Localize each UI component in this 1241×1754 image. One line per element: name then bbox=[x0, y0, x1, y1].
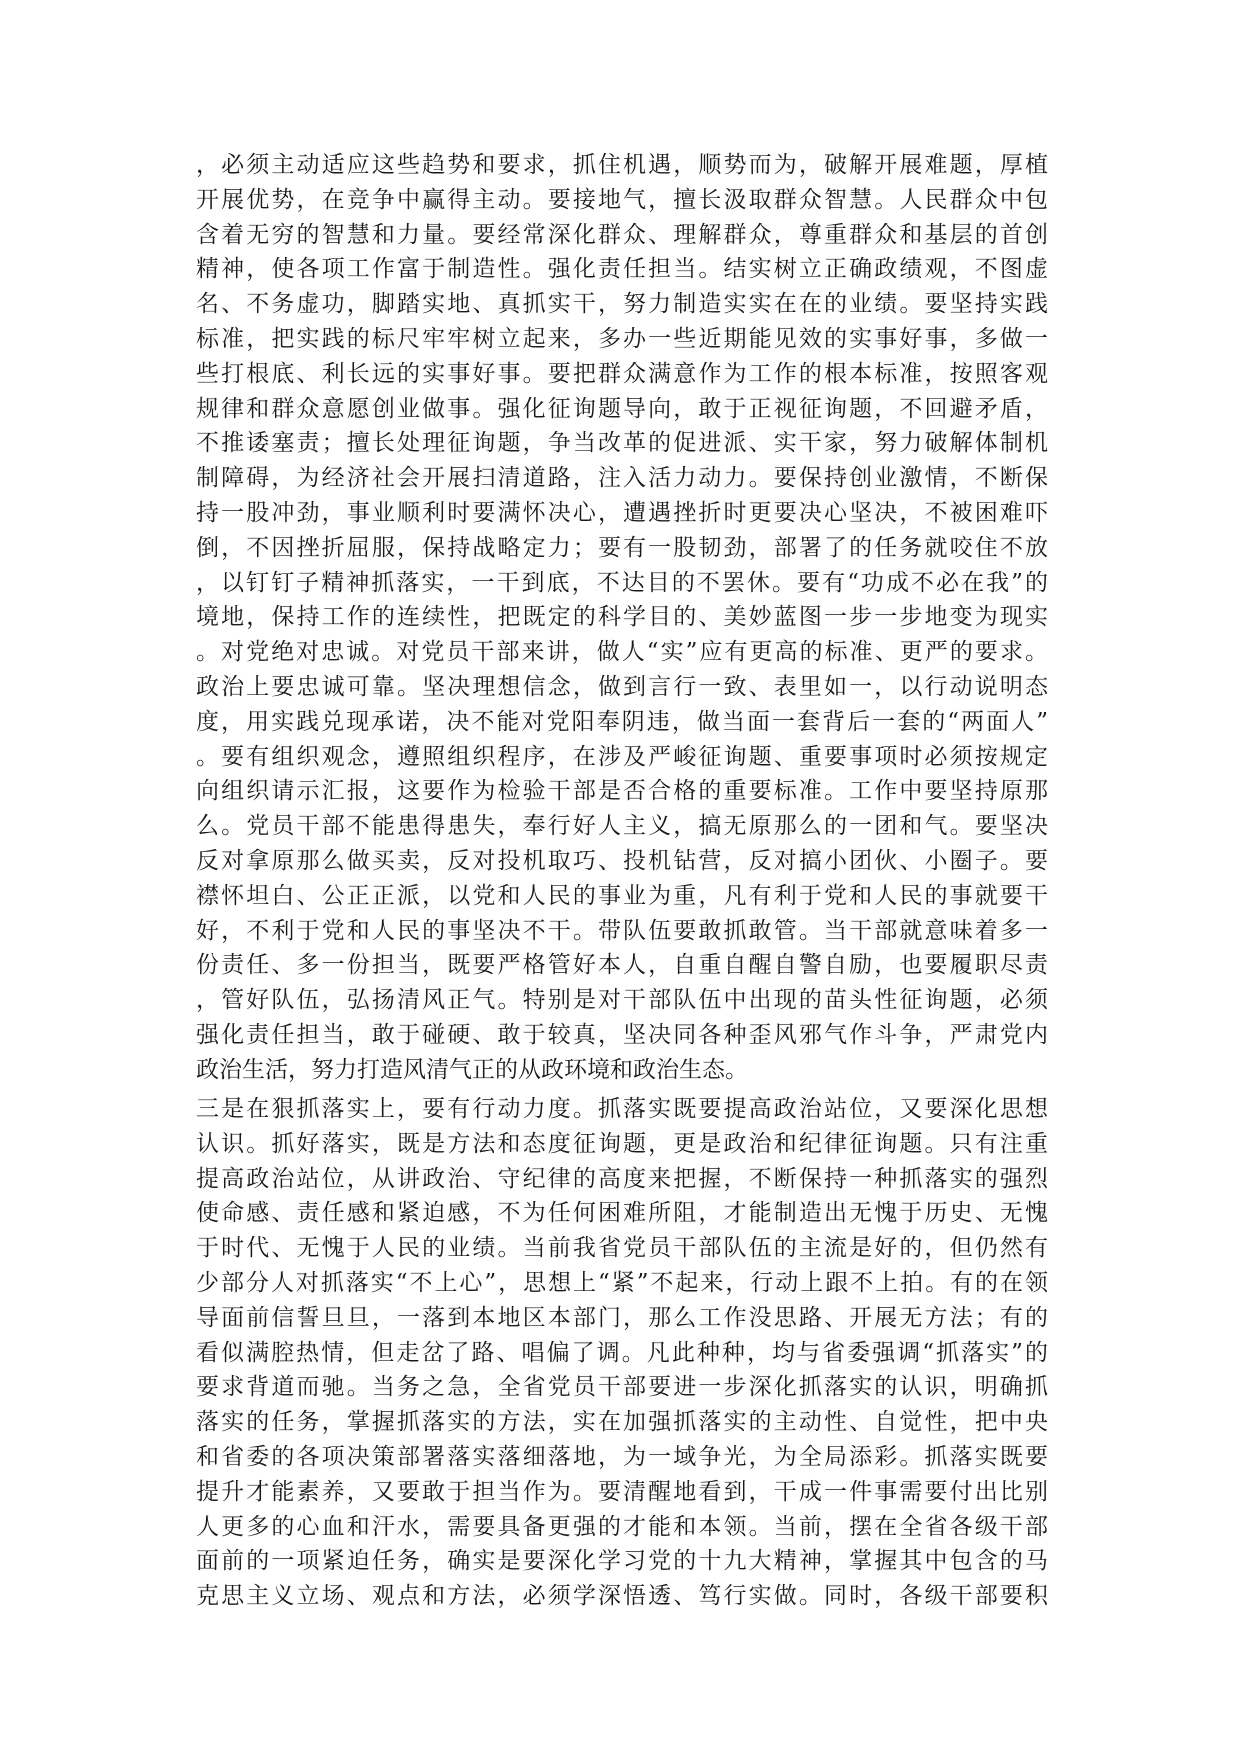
text-line: 规律和群众意愿创业做事。强化征询题导向，敢于正视征询题，不回避矛盾， bbox=[196, 395, 1048, 422]
text-line: ，以钉钉子精神抓落实，一干到底，不达目的不罢休。要有“功成不必在我”的 bbox=[196, 569, 1048, 596]
text-line: 些打根底、利长远的实事好事。要把群众满意作为工作的根本标准，按照客观 bbox=[196, 360, 1048, 387]
text-line: ，必须主动适应这些趋势和要求，抓住机遇，顺势而为，破解开展难题，厚植 bbox=[196, 152, 1048, 178]
text-line: 面前的一项紧迫任务，确实是要深化学习党的十九大精神，掌握其中包含的马 bbox=[196, 1548, 1048, 1575]
text-line: 襟怀坦白、公正正派，以党和人民的事业为重，凡有利于党和人民的事就要干 bbox=[196, 882, 1048, 909]
text-line: 和省委的各项决策部署落实落细落地，为一域争光，为全局添彩。抓落实既要 bbox=[196, 1443, 1048, 1470]
text-line: 精神，使各项工作富于制造性。强化责任担当。结实树立正确政绩观，不图虚 bbox=[196, 256, 1048, 283]
text-line: 看似满腔热情，但走岔了路、唱偏了调。凡此种种，均与省委强调“抓落实”的 bbox=[196, 1339, 1048, 1366]
text-line: 于时代、无愧于人民的业绩。当前我省党员干部队伍的主流是好的，但仍然有 bbox=[196, 1235, 1048, 1262]
text-line: 开展优势，在竞争中赢得主动。要接地气，擅长汲取群众智慧。人民群众中包 bbox=[196, 186, 1048, 213]
text-line: 导面前信誓旦旦，一落到本地区本部门，那么工作没思路、开展无方法；有的 bbox=[196, 1304, 1048, 1331]
text-line: 名、不务虚功，脚踏实地、真抓实干，努力制造实实在在的业绩。要坚持实践 bbox=[196, 291, 1048, 318]
text-line: 度，用实践兑现承诺，决不能对党阳奉阴违，做当面一套背后一套的“两面人” bbox=[196, 708, 1048, 735]
text-line: 份责任、多一份担当，既要严格管好本人，自重自醒自警自励，也要履职尽责 bbox=[196, 952, 1048, 979]
text-line: 强化责任担当，敢于碰硬、敢于较真，坚决同各种歪风邪气作斗争，严肃党内 bbox=[196, 1021, 1048, 1048]
text-line: 标准，把实践的标尺牢牢树立起来，多办一些近期能见效的实事好事，多做一 bbox=[196, 325, 1048, 352]
text-line: 少部分人对抓落实“不上心”，思想上“紧”不起来，行动上跟不上拍。有的在领 bbox=[196, 1269, 1048, 1296]
text-line: 要求背道而驰。当务之急，全省党员干部要进一步深化抓落实的认识，明确抓 bbox=[196, 1374, 1048, 1401]
text-line: 持一股冲劲，事业顺利时要满怀决心，遭遇挫折时更要决心坚决，不被困难吓 bbox=[196, 499, 1048, 526]
body-paragraph bbox=[196, 1092, 1048, 1614]
text-line: 政治生活，努力打造风清气正的从政环境和政治生态。 bbox=[196, 1056, 748, 1083]
text-line: 。对党绝对忠诚。对党员干部来讲，做人“实”应有更高的标准、更严的要求。 bbox=[196, 639, 1048, 666]
text-line: 落实的任务，掌握抓落实的方法，实在加强抓落实的主动性、自觉性，把中央 bbox=[196, 1409, 1048, 1436]
text-line: 制障碍，为经济社会开展扫清道路，注入活力动力。要保持创业激情，不断保 bbox=[196, 465, 1048, 492]
text-line: 好，不利于党和人民的事坚决不干。带队伍要敢抓敢管。当干部就意味着多一 bbox=[196, 917, 1048, 944]
text-line: 政治上要忠诚可靠。坚决理想信念，做到言行一致、表里如一，以行动说明态 bbox=[196, 673, 1048, 700]
text-line: 提高政治站位，从讲政治、守纪律的高度来把握，不断保持一种抓落实的强烈 bbox=[196, 1165, 1048, 1192]
text-line: ，管好队伍，弘扬清风正气。特别是对干部队伍中出现的苗头性征询题，必须 bbox=[196, 987, 1048, 1014]
text-line: 反对拿原那么做买卖，反对投机取巧、投机钻营，反对搞小团伙、小圈子。要 bbox=[196, 847, 1048, 874]
text-line: 克思主义立场、观点和方法，必须学深悟透、笃行实做。同时，各级干部要积 bbox=[196, 1583, 1048, 1610]
text-line: 认识。抓好落实，既是方法和态度征询题，更是政治和纪律征询题。只有注重 bbox=[196, 1130, 1048, 1157]
text-line: 含着无穷的智慧和力量。要经常深化群众、理解群众，尊重群众和基层的首创 bbox=[196, 221, 1048, 248]
text-line: 么。党员干部不能患得患失，奉行好人主义，搞无原那么的一团和气。要坚决 bbox=[196, 813, 1048, 840]
text-line: 三是在狠抓落实上，要有行动力度。抓落实既要提高政治站位，又要深化思想 bbox=[196, 1096, 1048, 1122]
text-line: 倒，不因挫折屈服，保持战略定力；要有一股韧劲，部署了的任务就咬住不放 bbox=[196, 534, 1048, 561]
text-line: 人更多的心血和汗水，需要具备更强的才能和本领。当前，摆在全省各级干部 bbox=[196, 1513, 1048, 1540]
body-paragraph bbox=[196, 148, 1048, 1088]
text-line: 向组织请示汇报，这要作为检验干部是否合格的重要标准。工作中要坚持原那 bbox=[196, 778, 1048, 805]
text-line: 境地，保持工作的连续性，把既定的科学目的、美妙蓝图一步一步地变为现实 bbox=[196, 604, 1048, 631]
text-line: 提升才能素养，又要敢于担当作为。要清醒地看到，干成一件事需要付出比别 bbox=[196, 1478, 1048, 1505]
text-line: 。要有组织观念，遵照组织程序，在涉及严峻征询题、重要事项时必须按规定 bbox=[196, 743, 1048, 770]
text-line: 使命感、责任感和紧迫感，不为任何困难所阻，才能制造出无愧于历史、无愧 bbox=[196, 1200, 1048, 1227]
text-line: 不推诿塞责；擅长处理征询题，争当改革的促进派、实干家，努力破解体制机 bbox=[196, 430, 1048, 457]
